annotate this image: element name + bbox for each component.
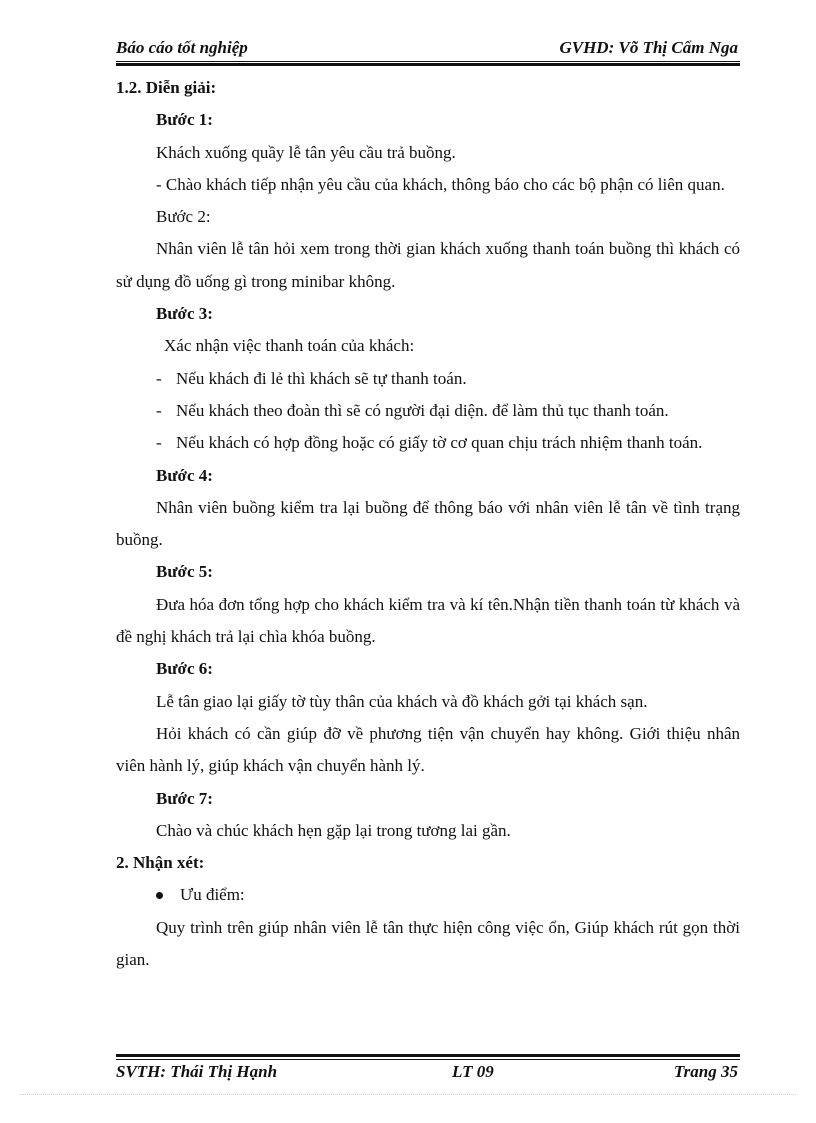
page-footer (116, 1060, 740, 1086)
list-item-text: Nếu khách có hợp đồng hoặc có giấy tờ cơ quan chịu trách nhiệm thanh toán. (176, 433, 703, 453)
step-6-heading: Bước 6: (156, 659, 213, 679)
step-3-list-item (116, 427, 740, 459)
step-1-paragraph-2: - Chào khách tiếp nhận yêu cầu của khách, thông báo cho các bộ phận có liên quan. (156, 174, 725, 194)
step-2-paragraph-1: Nhân viên lễ tân hỏi xem trong thời gian khách xuống thanh toán buồng thì khách có sử dụng đồ uống gì trong minibar không. (116, 239, 740, 291)
step-6-paragraph-1: Lễ tân giao lại giấy tờ tùy thân của khách và đồ khách gởi tại khách sạn. (156, 691, 648, 711)
supervisor-name: GVHD: Võ Thị Cẩm Nga (559, 38, 738, 57)
step-7-paragraph-1: Chào và chúc khách hẹn gặp lại trong tương lai gần. (156, 820, 511, 840)
step-3-paragraph-1: Xác nhận việc thanh toán của khách: (164, 336, 415, 356)
advantage-bullet (116, 879, 740, 911)
step-3-list-item (116, 395, 740, 427)
advantage-label: Ưu điểm: (180, 885, 245, 905)
footer-rule-thick (116, 1054, 740, 1057)
header-rule-thick (116, 63, 740, 66)
step-5-heading: Bước 5: (156, 562, 213, 582)
step-1-heading: Bước 1: (156, 110, 213, 130)
section-heading-2: 2. Nhận xét: (116, 853, 205, 873)
class-code: LT 09 (452, 1062, 494, 1081)
page-edge-divider (20, 1094, 796, 1095)
dash-marker: - (156, 433, 162, 453)
dash-marker: - (156, 400, 162, 420)
student-name: SVTH: Thái Thị Hạnh (116, 1062, 278, 1081)
step-4-heading: Bước 4: (156, 465, 213, 485)
page-header (116, 36, 740, 60)
page-number: Trang 35 (673, 1062, 738, 1081)
report-title: Báo cáo tốt nghiệp (116, 38, 248, 57)
step-4-paragraph-1: Nhân viên buồng kiểm tra lại buồng để thông báo với nhân viên lễ tân về tình trạng buồng. (116, 497, 740, 550)
advantage-paragraph: Quy trình trên giúp nhân viên lễ tân thực hiện công việc ổn, Giúp khách rút gọn thời gian. (116, 917, 740, 970)
page-body (116, 72, 740, 976)
step-3-list-item (116, 363, 740, 395)
section-heading-1-2: 1.2. Diễn giải: (116, 78, 217, 97)
step-7-heading: Bước 7: (156, 788, 213, 808)
step-3-heading: Bước 3: (156, 304, 213, 324)
dash-marker: - (156, 368, 162, 388)
header-rule-thin (116, 61, 740, 62)
list-item-text: Nếu khách đi lẻ thì khách sẽ tự thanh toán. (176, 368, 467, 388)
step-5-paragraph-1: Đưa hóa đơn tổng hợp cho khách kiểm tra và kí tên.Nhận tiền thanh toán từ khách và đề nghị khách trả lại chìa khóa buồng. (116, 594, 740, 647)
step-2-heading: Bước 2: (156, 207, 211, 227)
step-1-paragraph-1: Khách xuống quầy lễ tân yêu cầu trả buồng. (156, 142, 456, 162)
bullet-dot-icon (156, 892, 163, 899)
step-6-paragraph-2: Hỏi khách có cần giúp đỡ về phương tiện vận chuyển hay không. Giới thiệu nhân viên hành lý, giúp khách vận chuyển hành lý. (116, 723, 740, 776)
list-item-text: Nếu khách theo đoàn thì sẽ có người đại diện. để làm thủ tục thanh toán. (176, 400, 669, 420)
